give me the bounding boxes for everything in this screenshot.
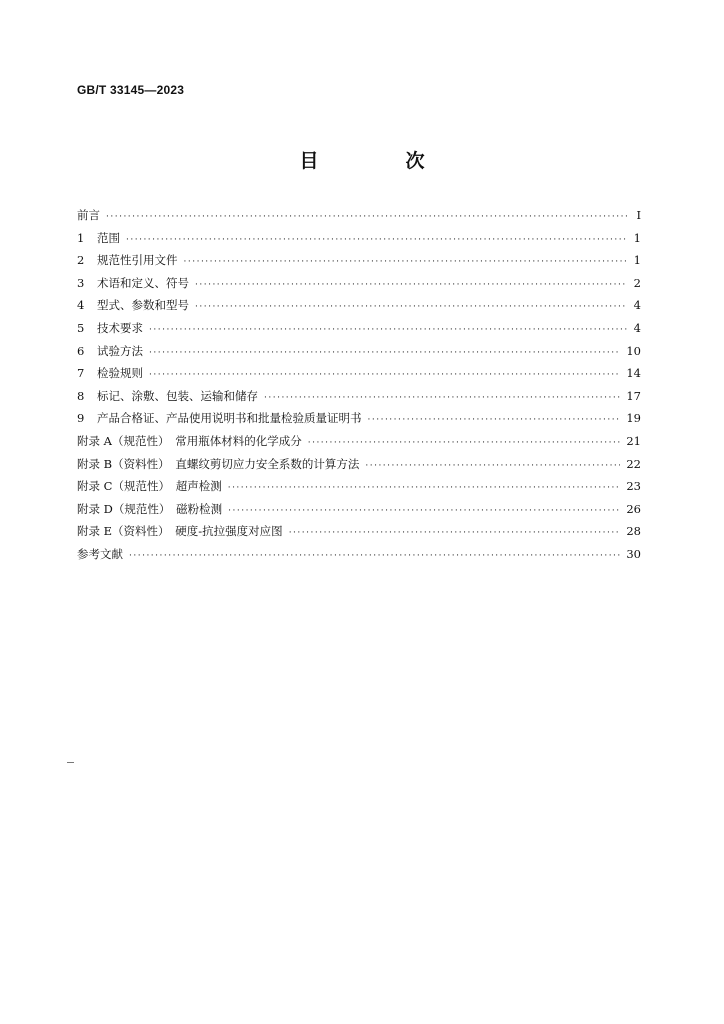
toc-entry-label: 前言 — [77, 208, 100, 222]
toc-entry-bibliography[interactable] — [77, 543, 641, 566]
toc-entry-number: 4 — [77, 298, 85, 313]
toc-entry-3[interactable] — [77, 272, 641, 295]
toc-leader-dots — [228, 477, 621, 500]
toc-leader-dots — [308, 432, 621, 455]
toc-entry-9[interactable] — [77, 407, 641, 430]
toc-entry-label: 产品合格证、产品使用说明书和批量检验质量证明书 — [97, 411, 362, 426]
toc-entry-page: 26 — [626, 501, 641, 516]
page-title: 目 次 — [299, 150, 459, 172]
toc-entry-label: 规范性引用文件 — [97, 253, 178, 268]
toc-entry-page: Ⅰ — [636, 208, 641, 222]
toc-entry-number: 5 — [77, 320, 85, 335]
table-of-contents — [77, 204, 641, 566]
toc-entry-label: 标记、涂敷、包装、运输和储存 — [97, 388, 258, 403]
toc-entry-annex-e[interactable] — [77, 520, 641, 543]
toc-leader-dots — [368, 409, 621, 432]
toc-entry-label: 范围 — [97, 230, 120, 245]
toc-leader-dots — [149, 364, 620, 387]
toc-leader-dots — [195, 296, 627, 319]
toc-entry-page: 21 — [626, 433, 641, 448]
toc-entry-number: 3 — [77, 275, 85, 290]
toc-entry-page: 4 — [633, 320, 641, 335]
toc-entry-1[interactable] — [77, 227, 641, 250]
toc-entry-label: 附录 C（规范性） 超声检测 — [77, 479, 222, 494]
toc-leader-dots — [129, 545, 620, 568]
toc-entry-label: 型式、参数和型号 — [97, 298, 189, 313]
toc-entry-number: 9 — [77, 411, 85, 426]
toc-entry-label: 技术要求 — [97, 320, 143, 335]
toc-entry-annex-d[interactable] — [77, 498, 641, 521]
toc-leader-dots — [126, 229, 627, 252]
margin-mark — [67, 762, 74, 763]
toc-entry-4[interactable] — [77, 294, 641, 317]
toc-entry-foreword[interactable] — [77, 204, 641, 227]
toc-entry-page: 19 — [626, 411, 641, 426]
toc-entry-page: 4 — [633, 298, 641, 313]
toc-leader-dots — [264, 387, 620, 410]
toc-entry-page: 1 — [633, 253, 641, 268]
toc-leader-dots — [228, 500, 620, 523]
toc-entry-annex-a[interactable] — [77, 430, 641, 453]
toc-entry-number: 2 — [77, 253, 85, 268]
toc-entry-page: 1 — [633, 230, 641, 245]
toc-entry-page: 22 — [626, 456, 641, 471]
toc-entry-page: 30 — [626, 546, 641, 561]
toc-entry-page: 14 — [626, 366, 641, 381]
toc-entry-page: 23 — [626, 479, 641, 494]
toc-entry-label: 参考文献 — [77, 546, 123, 561]
toc-entry-label: 附录 A（规范性） 常用瓶体材料的化学成分 — [77, 433, 302, 448]
toc-leader-dots — [149, 342, 620, 365]
toc-entry-label: 术语和定义、符号 — [97, 275, 189, 290]
toc-entry-page: 2 — [633, 275, 641, 290]
toc-entry-page: 10 — [626, 343, 641, 358]
toc-entry-page: 28 — [626, 524, 641, 539]
toc-entry-label: 试验方法 — [97, 343, 143, 358]
toc-entry-label: 附录 B（资料性） 直螺纹剪切应力安全系数的计算方法 — [77, 456, 360, 471]
toc-entry-number: 1 — [77, 230, 85, 245]
toc-entry-annex-c[interactable] — [77, 475, 641, 498]
toc-entry-number: 7 — [77, 366, 85, 381]
toc-leader-dots — [149, 319, 627, 342]
toc-leader-dots — [195, 274, 627, 297]
toc-entry-label: 附录 D（规范性） 磁粉检测 — [77, 501, 223, 516]
standard-code: GB/T 33145—2023 — [77, 83, 185, 97]
toc-entry-6[interactable] — [77, 340, 641, 363]
toc-leader-dots — [289, 522, 621, 545]
toc-entry-8[interactable] — [77, 385, 641, 408]
toc-entry-2[interactable] — [77, 249, 641, 272]
toc-entry-annex-b[interactable] — [77, 453, 641, 476]
toc-entry-7[interactable] — [77, 362, 641, 385]
toc-entry-number: 6 — [77, 343, 85, 358]
toc-entry-page: 17 — [626, 388, 641, 403]
toc-entry-label: 附录 E（资料性） 硬度-抗拉强度对应图 — [77, 524, 283, 539]
toc-entry-label: 检验规则 — [97, 366, 143, 381]
toc-entry-number: 8 — [77, 388, 85, 403]
toc-leader-dots — [106, 206, 627, 229]
toc-leader-dots — [365, 455, 620, 478]
toc-leader-dots — [184, 251, 628, 274]
toc-entry-5[interactable] — [77, 317, 641, 340]
